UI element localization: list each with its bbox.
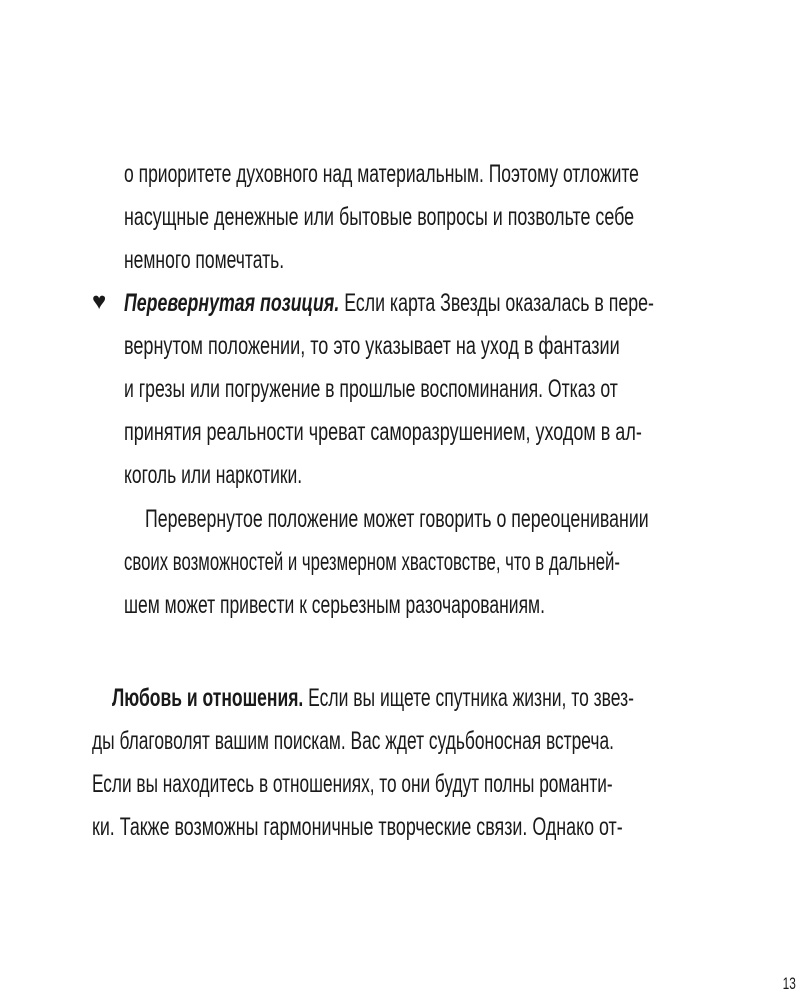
love-heading: Любовь и отношения. bbox=[112, 684, 304, 712]
reversed-line-3: и грезы или погружение в прошлые воспоминания. Отказ от bbox=[124, 375, 618, 403]
page-number: 13 bbox=[782, 974, 796, 993]
intro-line-2: насущные денежные или бытовые вопросы и позвольте себе bbox=[124, 203, 635, 231]
reversed-line-5: коголь или наркотики. bbox=[124, 461, 303, 489]
intro-line-3: немного помечтать. bbox=[124, 246, 285, 274]
love-line-1 bbox=[112, 681, 634, 715]
love-line-1-text: Если вы ищете спутника жизни, то звез- bbox=[303, 684, 634, 712]
love-line-3: Если вы находитесь в отношениях, то они будут полны романти- bbox=[92, 770, 613, 798]
reversed-line-1-text: Если карта Звезды оказалась в пере- bbox=[339, 289, 654, 317]
reversed-line-2: вернутом положении, то это указывает на уход в фантазии bbox=[124, 332, 620, 360]
heart-icon: ♥ bbox=[92, 288, 107, 315]
reversed-para2-line-3: шем может привести к серьезным разочарованиям. bbox=[124, 591, 545, 619]
reversed-para2-line-1: Перевернутое положение может говорить о переоценивании bbox=[145, 505, 649, 533]
intro-line-1: о приоритете духовного над материальным. Поэтому отложите bbox=[124, 160, 639, 188]
reversed-line-4: принятия реальности чреват саморазрушением, уходом в ал- bbox=[124, 418, 642, 446]
love-line-2: ды благоволят вашим поискам. Вас ждет судьбоносная встреча. bbox=[92, 727, 614, 755]
reversed-para2-line-2: своих возможностей и чрезмерном хвастовстве, что в дальней- bbox=[124, 548, 620, 576]
reversed-line-1 bbox=[124, 286, 654, 320]
reversed-heading: Перевернутая позиция. bbox=[124, 289, 340, 317]
love-line-4: ки. Также возможны гармоничные творческие связи. Однако от- bbox=[92, 813, 623, 841]
